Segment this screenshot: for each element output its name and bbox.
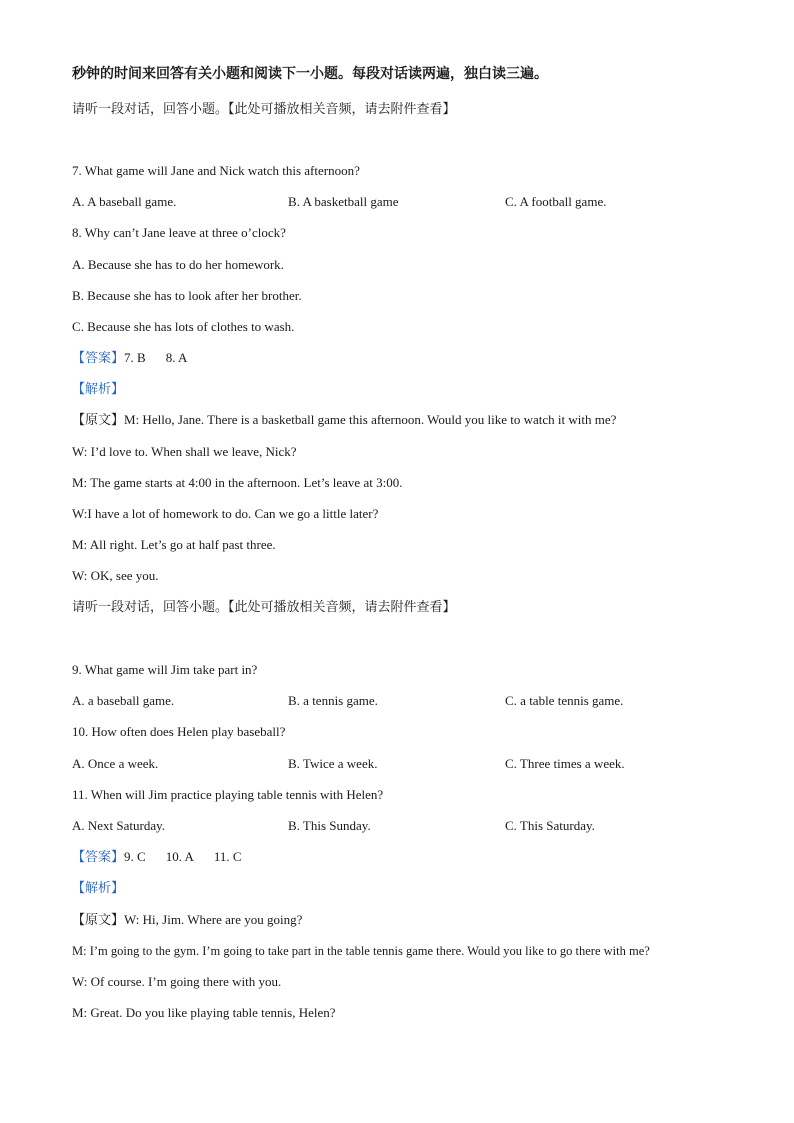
q10-option-c: C. Three times a week. [505,756,625,771]
answer-11: 11. C [213,849,242,864]
analysis-tag-1: 【解析】 [72,381,125,396]
transcript-2-line-3: W: Of course. I’m going there with you. [72,974,282,989]
transcript-1-line-5: M: All right. Let’s go at half past three. [72,537,276,552]
answer-tag: 【答案】 [72,849,125,864]
q11-option-c: C. This Saturday. [505,818,595,833]
q10-option-b: B. Twice a week. [288,756,378,771]
q11-option-a: A. Next Saturday. [72,818,166,833]
transcript-1-line-3: M: The game starts at 4:00 in the afternoon. Let’s leave at 3:00. [72,475,403,490]
transcript-tag: 【原文】 [72,912,125,927]
transcript-1-line-1: 【原文】M: Hello, Jane. There is a basketball game this afternoon. Would you like to watch it with me? [72,412,617,427]
transcript-2-line-2: M: I’m going to the gym. I’m going to take part in the table tennis game there. Would you like to go there with me? [72,944,650,958]
question-7: 7. What game will Jane and Nick watch this afternoon? [72,163,360,178]
transcript-tag: 【原文】 [72,412,125,427]
q8-option-b: B. Because she has to look after her brother. [72,288,302,303]
answer-9: 9. C [124,849,146,864]
transcript-1-line-4: W:I have a lot of homework to do. Can we go a little later? [72,506,379,521]
q7-option-c: C. A football game. [505,194,607,209]
question-11: 11. When will Jim practice playing table tennis with Helen? [72,787,384,802]
q9-option-a: A. a baseball game. [72,693,175,708]
transcript-1-line-2: W: I’d love to. When shall we leave, Nick? [72,444,297,459]
question-8: 8. Why can’t Jane leave at three o’clock? [72,225,286,240]
answer-tag: 【答案】 [72,350,125,365]
listening-instruction-2: 请听一段对话，回答小题。【此处可播放相关音频，请去附件查看】 [72,599,456,614]
intro-instruction: 秒钟的时间来回答有关小题和阅读下一小题。每段对话读两遍，独白读三遍。 [72,67,548,82]
q10-option-a: A. Once a week. [72,756,159,771]
answer-line-2 [72,848,242,866]
transcript-2-line-4: M: Great. Do you like playing table tennis, Helen? [72,1005,336,1020]
question-9: 9. What game will Jim take part in? [72,662,258,677]
q7-option-a: A. A baseball game. [72,194,177,209]
listening-instruction-1: 请听一段对话，回答小题。【此处可播放相关音频，请去附件查看】 [72,101,456,116]
q11-option-b: B. This Sunday. [288,818,371,833]
answer-7: 7. B [124,350,146,365]
answer-line-1 [72,349,187,367]
transcript-1-line-6: W: OK, see you. [72,568,159,583]
q8-option-a: A. Because she has to do her homework. [72,257,284,272]
answer-10: 10. A [165,849,194,864]
q7-option-b: B. A basketball game [288,194,399,209]
question-10: 10. How often does Helen play baseball? [72,724,286,739]
transcript-2-line-1: 【原文】W: Hi, Jim. Where are you going? [72,912,303,927]
analysis-tag-2: 【解析】 [72,880,125,895]
answer-8: 8. A [165,350,188,365]
q9-option-b: B. a tennis game. [288,693,378,708]
q8-option-c: C. Because she has lots of clothes to wash. [72,319,295,334]
q9-option-c: C. a table tennis game. [505,693,624,708]
